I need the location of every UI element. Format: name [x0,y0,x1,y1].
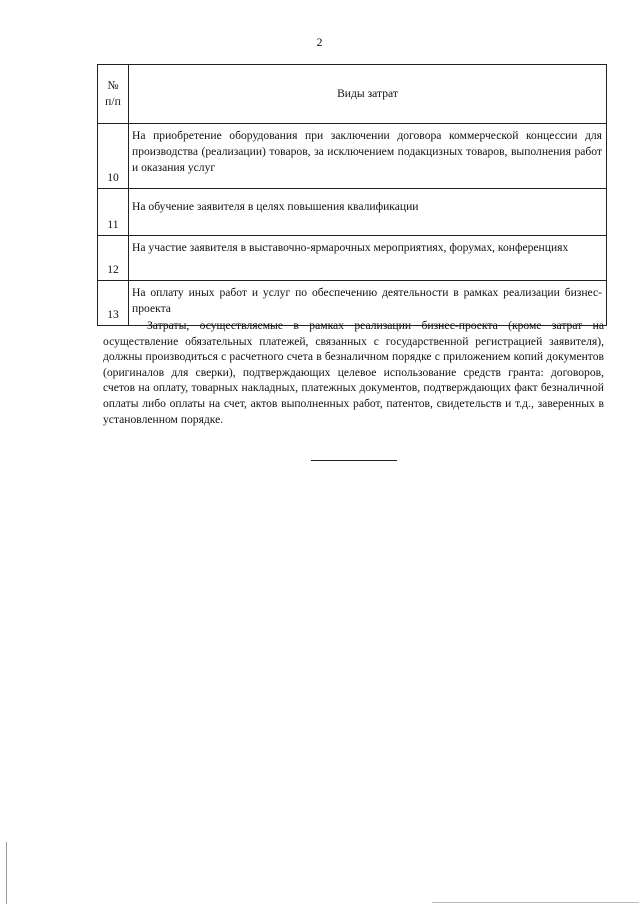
page-number: 2 [316,35,323,49]
table-header-row [98,65,607,124]
scan-edge-mark [432,902,639,903]
body-paragraph: Затраты, осуществляемые в рамках реализации бизнес-проекта (кроме затрат на осуществление обязательных платежей, связанных с государственной регистрацией заявителя), должны производиться с расчетного счета в безналичном порядке с приложением копий документов (оригиналов для сверки), подтверждающих целевое использование средств гранта: договоров, счетов на оплату, товарных накладных, платежных документов, подтверждающих факт безналичной оплаты либо оплаты на счет, актов выполненных работ, патентов, свидетельств и т.д., заверенных в установленном порядке. [103,319,604,426]
cost-type-text: На приобретение оборудования при заключении договора коммерческой концессии для производства (реализации) товаров, за исключением подакцизных товаров, выполнения работ и оказания услуг [129,124,607,189]
number-column-header: № п/п [98,65,129,124]
table-row [98,124,607,189]
table-row [98,236,607,281]
row-number: 10 [98,124,129,189]
scan-edge-mark [6,842,7,904]
cost-type-text: На участие заявителя в выставочно-ярмарочных мероприятиях, форумах, конференциях [129,236,607,281]
row-number: 11 [98,189,129,236]
row-number: 13 [98,281,129,326]
cost-type-text: На обучение заявителя в целях повышения квалификации [129,189,607,236]
table-row [98,189,607,236]
cost-types-table [97,64,607,326]
cost-type-column-header: Виды затрат [129,65,607,124]
closing-line [311,460,397,461]
row-number: 12 [98,236,129,281]
cost-type-text: На оплату иных работ и услуг по обеспечению деятельности в рамках реализации бизнес-проекта [129,281,607,326]
